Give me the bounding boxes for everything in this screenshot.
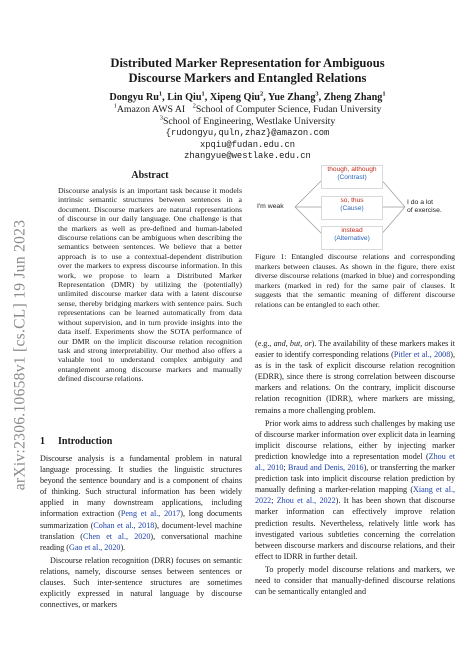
author: Yue Zhang — [267, 92, 316, 103]
paper-title: Distributed Marker Representation for Ambiguous Discourse Markers and Entangled Relations — [110, 56, 385, 85]
arxiv-id: arXiv:2306.10658v1 [cs.CL] 19 Jun 2023 — [11, 219, 29, 491]
author: Zheng Zhang — [323, 92, 383, 103]
email: xpqiu@fudan.edu.cn — [199, 139, 296, 150]
paper-header — [40, 56, 455, 163]
citation-link[interactable]: Chen et al., 2020 — [83, 531, 151, 541]
marker-box-alternative — [321, 226, 383, 250]
left-clause: I'm weak — [257, 203, 284, 210]
paragraph: To properly model discourse relations and markers, we need to consider that manually-defined discourse relations can be semantically entangled and — [255, 564, 455, 597]
email: zhangyue@westlake.edu.cn — [184, 151, 311, 161]
marker-box-cause — [321, 196, 383, 220]
section-number: 1 — [40, 436, 45, 447]
marker-box-contrast — [321, 165, 383, 189]
marker-text: instead — [341, 227, 363, 234]
citation-link[interactable]: Cohan et al., 2018 — [93, 520, 155, 530]
paragraph: (e.g., and, but, or). The availability of these markers makes it easier to identify corresponding relations (Pitler et al., 2008), as is in the task of explicit discourse relation recognition (EDRR), since there is strong correlation between discourse markers and relations. On the contrary, implicit discourse relation recognition (IDRR), where markers are missing, remains a more challenging problem. — [255, 339, 455, 415]
paragraph: Prior work aims to address such challenges by making use of discourse marker information over explicit data in learning implicit discourse relations, either by injecting marker prediction knowledge into a representation model (Zhou et al., 2010; Braud and Denis, 2016), or transferring the marker prediction task into implicit discourse relation prediction by manually defining a marker-relation mapping (Xiang et al., 2022; Zhou et al., 2022). It has been shown that discourse marker information can effectively improve relation prediction results. Nevertheless, relatively little work has investigated various subtleties concerning the correlation between discourse markers and discourse relations, and their effect to IDRR in further detail. — [255, 418, 455, 561]
affiliation-line: $^1$Amazon AWS AI $^2$School of Computer Science, Fudan University — [113, 102, 382, 115]
citation-link[interactable]: Peng et al., 2017 — [120, 509, 181, 519]
figure-caption: Figure 1: Entangled discourse relations and corresponding markers between clauses. As shown in the figure, there exist diverse discourse relations (marked in blue) and corresponding markers (marked in red) for the same pair of clauses. It suggests that the semantic meaning of different discourse relations can be entangled to each other. — [255, 252, 455, 309]
section-title: Introduction — [58, 436, 113, 447]
author: Dongyu Ru — [109, 92, 159, 103]
citation-link[interactable]: Zhou et al., 2022 — [276, 496, 336, 506]
author: Lin Qiu — [167, 92, 202, 103]
introduction-body — [40, 453, 242, 610]
arxiv-sidebar — [9, 175, 31, 535]
author-list: Dongyu Ru$^1$, Lin Qiu$^1$, Xipeng Qiu$^2$, Yue Zhang$^3$, Zheng Zhang$^1$ — [109, 90, 386, 103]
relation-text: (Alternative) — [334, 235, 370, 242]
affiliation-line: $^3$School of Engineering, Westlake University — [159, 114, 336, 127]
citation-link[interactable]: Braud and Denis, 2016 — [288, 463, 364, 473]
abstract-heading: Abstract — [131, 170, 169, 181]
right-clause: I do a lot of exercise. — [407, 199, 442, 214]
relation-text: (Cause) — [340, 205, 364, 212]
citation-link[interactable]: Zhou et al., 2010 — [255, 451, 455, 473]
paragraph: Discourse relation recognition (DRR) focuses on semantic relations, namely, discourse senses between sentences or clauses. Such inter-sentence structures are sometimes explicitly expressed in natural language by discourse connectives, or markers — [40, 555, 242, 610]
right-column-body — [255, 338, 455, 597]
marker-text: so, thus — [340, 197, 364, 204]
section-heading — [40, 436, 112, 447]
citation-link[interactable]: Xiang et al., 2022 — [255, 485, 455, 506]
email: {rudongyu,quln,zhaz}@amazon.com — [165, 128, 330, 138]
relation-text: (Contrast) — [337, 174, 367, 181]
figure-1-diagram — [255, 164, 455, 250]
marker-text: though, although — [327, 166, 377, 173]
author: Xipeng Qiu — [209, 92, 260, 103]
abstract-text: Discourse analysis is an important task because it models intrinsic semantic structures between sentences in a document. Discourse markers are natural representations of discourse in our daily language. One challenge is that the markers as well as pre-defined and human-labeled discourse relations can be ambiguous when describing the semantics between sentences. We believe that a better approach is to use a contextual-dependent distribution over the markers to express discourse information. In this work, we propose to learn a Distributed Marker Representation (DMR) by utilizing the (potentially) unlimited discourse marker data with a latent discourse sense, thereby bridging markers with sentence pairs. Such representations can be learned automatically from data without supervision, and in turn provide insights into the data itself. Experiments show the SOTA performance of our DMR on the implicit discourse relation recognition task and strong interpretability. Our method also offers a valuable tool to understand complex ambiguity and entanglement among discourse markers and manually defined discourse relations. — [58, 186, 242, 384]
citation-link[interactable]: Pitler et al., 2008 — [393, 350, 451, 360]
citation-link[interactable]: Gao et al., 2020 — [69, 542, 121, 552]
paragraph: Discourse analysis is a fundamental problem in natural language processing. It studies the linguistic structures beyond the sentence boundary and is a component of chains of thinking. Such structural information has been widely applied in many downstream applications, including information extraction (Peng et al., 2017), long documents summarization (Cohan et al., 2018), document-level machine translation (Chen et al., 2020), conversational machine reading (Gao et al., 2020). — [40, 454, 242, 552]
